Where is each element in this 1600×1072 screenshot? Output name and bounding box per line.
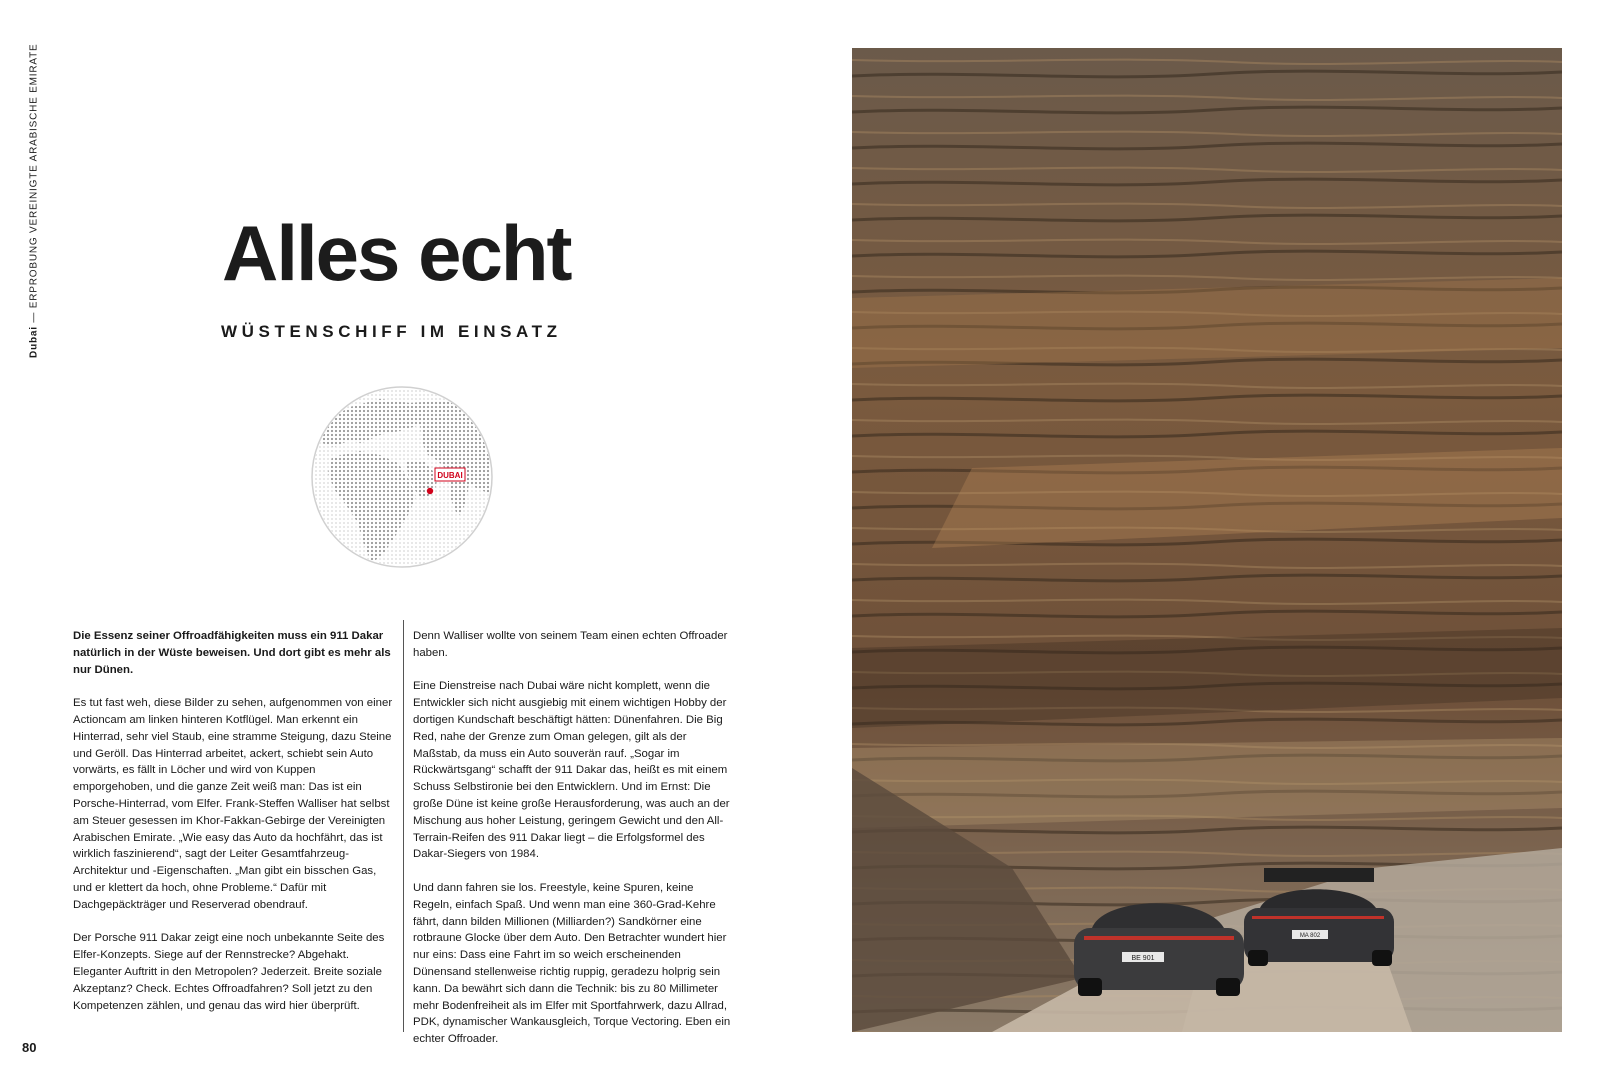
headline: Alles echt bbox=[222, 209, 571, 297]
section-label bbox=[26, 43, 42, 358]
body-paragraph: Denn Walliser wollte von seinem Team einen echten Offroader haben. bbox=[413, 630, 728, 659]
text-column-right bbox=[413, 628, 733, 1065]
body-paragraph: Der Porsche 911 Dakar zeigt eine noch unbekannte Seite des Elfer-Konzepts. Siege auf der Rennstrecke? Abgehakt. Eleganter Auftritt in den Metropolen? Jederzeit. Breite soziale Akzeptanz? Check. Echtes Offroadfahren? Soll jetzt zu den Kompetenzen zählen, und genau das wird hier überprüft. bbox=[73, 932, 385, 1012]
plate-text: BE 901 bbox=[1131, 955, 1155, 962]
body-paragraph: Und dann fahren sie los. Freestyle, keine Spuren, keine Regeln, einfach Spaß. Und wenn man eine 360-Grad-Kehre fährt, dann bilden Millionen (Milliarden?) Sandkörner eine rotbraune Glocke über dem Auto. Den Betrachter wundert hier nur eins: Dass eine Fahrt im so weich erscheinenden Dünensand stellenweise richtig ruppig, geradezu holprig sein kann. Da bewährt sich dann die Technik: bis zu 80 Millimeter mehr Bodenfreiheit als im Elfer mit Sportfahrwerk, dazu Allrad, PDK, dynamischer Wankausgleich, Torque Vectoring. Eben ein echter Offroader. bbox=[413, 881, 731, 1046]
body-paragraph: Eine Dienstreise nach Dubai wäre nicht komplett, wenn die Entwickler sich nicht ausgiebig mit einem wichtigen Hobby der dortigen Kundschaft beschäftigt hätten: Dünenfahren. Die Big Red, nahe der Grenze zum Oman gelegen, gilt als der Maßstab, da muss ein Auto souverän rauf. „Sogar im Rückwärtsgang“ schafft der 911 Dakar das, heißt es mit einem Schuss Selbstironie bei den Entwicklern. Und im Ernst: Die große Düne ist keine große Herausforderung, was auch an der Mischung aus hoher Leistung, geringem Gewicht und den All-Terrain-Reifen des 911 Dakar liegt – die Erfolgsformel des Dakar-Siegers von 1984. bbox=[413, 680, 730, 861]
column-divider bbox=[403, 620, 404, 1032]
subheadline: WÜSTENSCHIFF IM EINSATZ bbox=[221, 322, 562, 341]
text-column-left bbox=[73, 628, 393, 1031]
dubai-marker-dot bbox=[427, 488, 433, 494]
map-marker-label: DUBAI bbox=[437, 471, 463, 480]
cliff-photo bbox=[852, 48, 1562, 1032]
section-place: Dubai bbox=[28, 326, 40, 358]
body-paragraph: Es tut fast weh, diese Bilder zu sehen, aufgenommen von einer Actioncam am linken hinteren Kotflügel. Man erkennt ein Hinterrad, sehr viel Staub, eine stramme Steigung, dazu Steine und Geröll. Das Hinterrad arbeitet, ackert, schiebt sein Auto vorwärts, es fällt in Löcher und wird von Kuppen emporgehoben, und die ganze Zeit weiß man: Das ist ein Porsche-Hinterrad, vom Elfer. Frank-Steffen Walliser hat selbst am Steuer gesessen im Khor-Fakkan-Gebirge der Vereinigten Arabischen Emirate. „Wie easy das Auto da hochfährt, das ist wirklich faszinierend“, sagt der Leiter Gesamtfahrzeug-Architektur und -Eigenschaften. „Man gibt ein bisschen Gas, und er klettert da hoch, ohne Probleme.“ Dafür mit Dachgepäckträger und Reserverad obendrauf. bbox=[73, 697, 393, 911]
page-number: 80 bbox=[22, 1040, 37, 1055]
section-rest: — ERPROBUNG VEREINIGTE ARABISCHE EMIRATE bbox=[28, 43, 40, 327]
globe-map bbox=[310, 385, 494, 569]
intro-paragraph: Die Essenz seiner Offroadfähigkeiten muss ein 911 Dakar natürlich in der Wüste beweisen. Und dort gibt es mehr als nur Dünen. bbox=[73, 630, 391, 676]
plate-text: MA 802 bbox=[1299, 933, 1321, 939]
